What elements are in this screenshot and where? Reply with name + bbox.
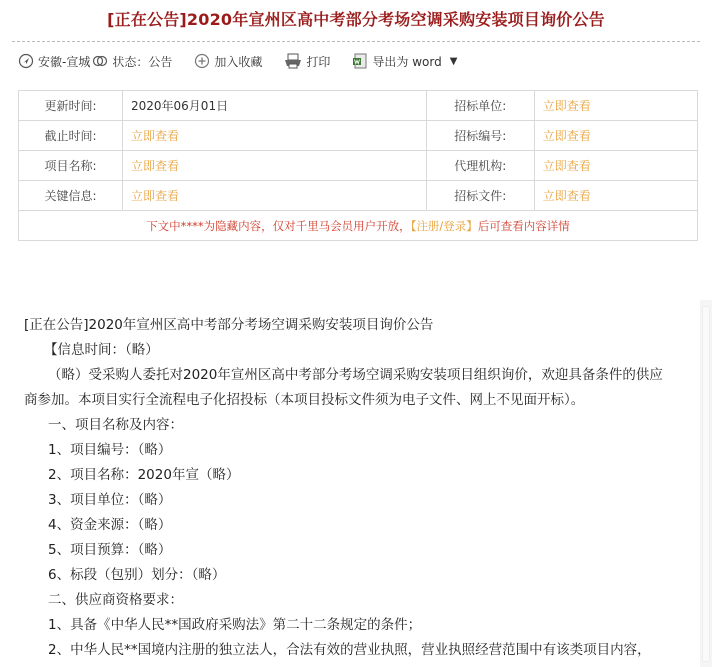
table-row (19, 181, 698, 211)
project-name-label: 项目名称: (19, 151, 123, 181)
table-row (19, 91, 698, 121)
title-divider (12, 41, 700, 42)
status-item (90, 53, 172, 70)
body-line: 1、项目编号：（略） (48, 442, 172, 458)
hidden-content-notice (19, 211, 698, 241)
body-line: 3、项目单位：（略） (48, 492, 172, 508)
table-row (19, 121, 698, 151)
export-label: 导出为 word (372, 54, 442, 69)
region-label: 安徽-宣城 (38, 54, 91, 69)
toolbar (18, 50, 457, 72)
body-line: 2、项目名称：2020年宣（略） (48, 467, 240, 483)
tender-unit-link[interactable]: 立即查看 (542, 99, 591, 113)
tender-file-link[interactable]: 立即查看 (542, 189, 591, 203)
update-time-value: 2020年06月01日 (123, 91, 427, 121)
vertical-scrollbar[interactable] (700, 300, 712, 667)
word-document-icon (352, 53, 368, 69)
notice-row (19, 211, 698, 241)
notice-suffix: 后可查看内容详情 (477, 218, 570, 233)
favorite-button[interactable] (194, 53, 262, 70)
body-line: （略）受采购人委托对2020年宣州区高中考部分考场空调采购安装项目组织询价，欢迎具备条件的供应 (48, 367, 663, 383)
key-info-link[interactable]: 立即查看 (131, 189, 180, 203)
plus-circle-icon (194, 53, 210, 69)
location-icon (18, 53, 34, 69)
body-heading: [正在公告]2020年宣州区高中考部分考场空调采购安装项目询价公告 (24, 317, 434, 333)
body-line: 5、项目预算：（略） (48, 542, 172, 558)
region-item[interactable] (18, 53, 90, 70)
scrollbar-thumb[interactable] (702, 306, 710, 662)
update-time-label: 更新时间: (19, 91, 123, 121)
project-info-table (18, 90, 698, 241)
chevron-down-icon[interactable]: ▼ (449, 55, 458, 67)
title-bar (0, 0, 712, 40)
print-button[interactable] (284, 53, 330, 70)
body-line: 2、中华人民**国境内注册的独立法人，合法有效的营业执照，营业执照经营范围中有该类项目内容， (48, 642, 651, 658)
status-label: 状态：公告 (112, 54, 173, 69)
body-line: 1、具备《中华人民**国政府采购法》第二十二条规定的条件； (48, 617, 422, 633)
body-line: 6、标段（包别）划分：（略） (48, 567, 226, 583)
body-line: 二、供应商资格要求： (48, 592, 183, 608)
announcement-body (24, 313, 688, 663)
page-title: [正在公告]2020年宣州区高中考部分考场空调采购安装项目询价公告 (107, 10, 605, 29)
agency-label: 代理机构: (426, 151, 534, 181)
tender-unit-label: 招标单位: (426, 91, 534, 121)
body-line: 一、项目名称及内容： (48, 417, 183, 433)
tender-file-label: 招标文件: (426, 181, 534, 211)
export-word-button[interactable] (352, 53, 457, 70)
tender-number-link[interactable]: 立即查看 (542, 129, 591, 143)
body-line: 4、资金来源：（略） (48, 517, 172, 533)
print-label: 打印 (306, 54, 331, 69)
key-info-label: 关键信息: (19, 181, 123, 211)
body-line: 商参加。本项目实行全流程电子化招投标（本项目投标文件须为电子文件、网上不见面开标）。 (24, 392, 585, 408)
deadline-link[interactable]: 立即查看 (131, 129, 180, 143)
notice-prefix: 下文中****为隐藏内容，仅对千里马会员用户开放， (146, 218, 411, 233)
body-line: 【信息时间：（略） (44, 342, 159, 358)
favorite-label: 加入收藏 (214, 54, 263, 69)
register-login-link[interactable]: 【注册/登录】 (410, 218, 478, 233)
tender-number-label: 招标编号: (426, 121, 534, 151)
print-icon (284, 53, 302, 69)
table-row (19, 151, 698, 181)
project-name-link[interactable]: 立即查看 (131, 159, 180, 173)
deadline-label: 截止时间: (19, 121, 123, 151)
agency-link[interactable]: 立即查看 (542, 159, 591, 173)
status-icon (92, 53, 108, 69)
